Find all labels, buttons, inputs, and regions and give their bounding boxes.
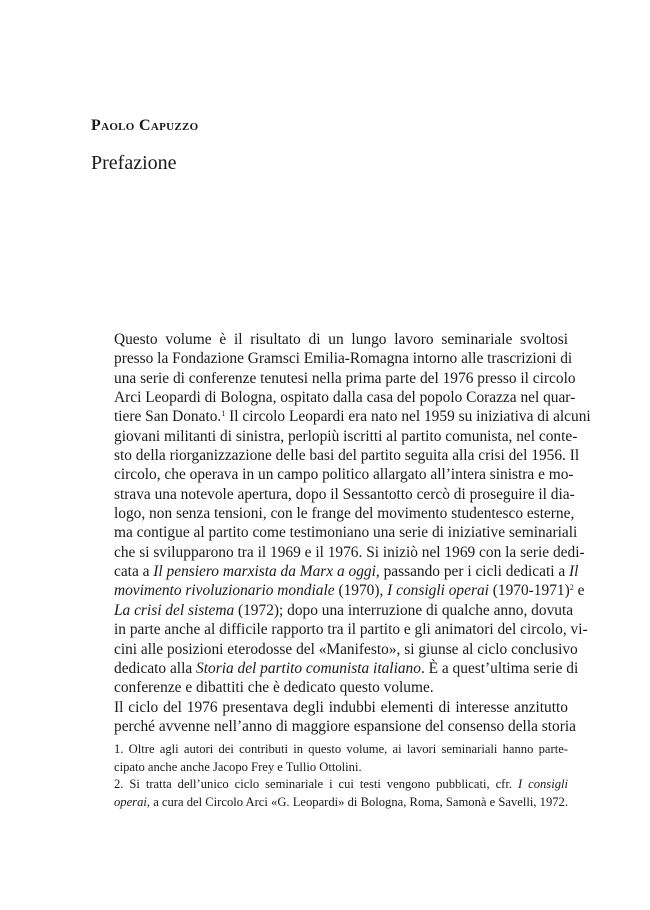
- text-run: Il circolo Leopardi era nato nel 1959 su iniziativa di alcuni: [225, 408, 591, 426]
- text-run: 2. Si tratta dell’unico ciclo seminariale i cui testi vengono pubblicati, cfr.: [114, 777, 518, 792]
- text-line: sto della riorganizzazione delle basi del partito seguita alla crisi del 1956. Il: [114, 447, 580, 465]
- text-line: logo, non senza tensioni, con le frange del movimento studentesco esterne,: [114, 505, 575, 523]
- italic-title: I consigli: [517, 777, 568, 792]
- text-line: [91, 601, 574, 620]
- text-run: , a cura del Circolo Arci «G. Leopardi» di Bologna, Roma, Samonà e Savelli, 1972.: [146, 794, 568, 809]
- italic-title: I consigli operai: [387, 582, 489, 600]
- text-line: strava una notevole apertura, dopo il Sessantotto cercò di proseguire il dia-: [114, 485, 575, 503]
- text-line: [91, 562, 579, 581]
- text-run: dedicato alla: [114, 659, 197, 677]
- italic-title: movimento rivoluzionario mondiale: [114, 582, 335, 600]
- chapter-title: Prefazione: [91, 152, 177, 174]
- text-line: [91, 659, 579, 678]
- text-run: (1970),: [334, 582, 388, 600]
- paragraph-2: [91, 698, 576, 737]
- note-line: [91, 794, 568, 812]
- footnote-ref-2: 2: [569, 583, 574, 593]
- text-run: . È a quest’ultima serie di: [420, 659, 579, 677]
- text-run: tiere San Donato.: [114, 408, 222, 426]
- text-line: in parte anche al difficile rapporto tra il partito e gli animatori del circolo, vi-: [114, 621, 588, 639]
- text-line: perché avvenne nell’anno di maggiore espansione del consenso della storia: [114, 717, 576, 735]
- text-line: Il ciclo del 1976 presentava degli indubbi elementi di interesse anzitutto: [114, 698, 568, 716]
- italic-title: operai: [114, 794, 147, 809]
- text-run: (1972); dopo una interruzione di qualche anno, dovuta: [234, 601, 574, 619]
- text-line: una serie di conferenze tenutesi nella prima parte del 1976 presso il circolo: [114, 369, 576, 387]
- footnote-2: [91, 776, 568, 811]
- text-line: ma contigue al partito come testimoniano una serie di iniziative seminariali: [114, 524, 578, 542]
- note-line: cipato anche anche Jacopo Frey e Tullio Ottolini.: [114, 759, 362, 774]
- paragraph-1: [91, 330, 591, 698]
- footnotes: [91, 741, 568, 811]
- author-name: Paolo Capuzzo: [91, 117, 199, 134]
- note-line: [91, 776, 568, 794]
- italic-title: Il: [569, 563, 579, 581]
- text-line: che si svilupparono tra il 1969 e il 1976. Si iniziò nel 1969 con la serie dedi-: [114, 543, 585, 561]
- italic-title: La crisi del sistema: [114, 601, 235, 619]
- italic-title: Storia del partito comunista italiano: [196, 659, 421, 677]
- text-line: giovani militanti di sinistra, perlopiù iscritti al partito comunista, nel conte-: [114, 427, 578, 445]
- body-text: [91, 330, 591, 736]
- note-line: 1. Oltre agli autori dei contributi in questo volume, ai lavori seminariali hanno parte-: [114, 742, 568, 756]
- text-run: e: [573, 582, 585, 600]
- text-run: , passando per i cicli dedicati a: [375, 563, 570, 581]
- footnote-ref-1: 1: [221, 409, 226, 419]
- text-line: conferenze e dibattiti che è dedicato questo volume.: [114, 679, 434, 697]
- text-line: presso la Fondazione Gramsci Emilia-Romagna intorno alle trascrizioni di: [114, 350, 573, 368]
- footnote-1: [91, 741, 568, 776]
- text-line: cini alle posizioni eterodosse del «Manifesto», si giunse al ciclo conclusivo: [114, 640, 578, 658]
- text-line: Arci Leopardi di Bologna, ospitato dalla casa del popolo Corazza nel quar-: [114, 389, 576, 407]
- italic-title: Il pensiero marxista da Marx a oggi: [153, 563, 376, 581]
- text-line: [91, 581, 585, 600]
- text-run: (1970-1971): [488, 582, 570, 600]
- text-run: cata a: [114, 563, 154, 581]
- text-line: Questo volume è il risultato di un lungo lavoro seminariale svoltosi: [114, 331, 568, 348]
- text-line: [91, 407, 591, 426]
- text-line: circolo, che operava in un campo politico allargato all’intera sinistra e mo-: [114, 466, 574, 484]
